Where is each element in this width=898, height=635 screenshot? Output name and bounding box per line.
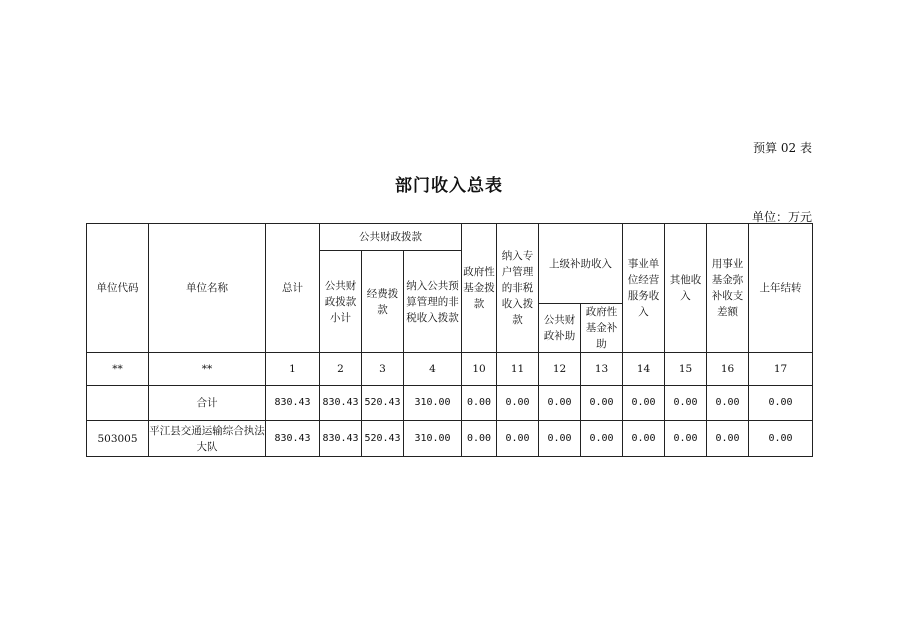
value-cell: 310.00 bbox=[404, 421, 462, 457]
index-cell: 4 bbox=[404, 353, 462, 386]
value-cell: 0.00 bbox=[623, 386, 665, 421]
index-cell: 16 bbox=[707, 353, 749, 386]
header-special-non-tax: 纳入专户管理的非税收入拨款 bbox=[497, 224, 539, 353]
header-row-1 bbox=[87, 224, 813, 251]
value-cell: 520.43 bbox=[362, 386, 404, 421]
header-public-finance-subsidy: 公共财政补助 bbox=[539, 304, 581, 353]
index-cell: 11 bbox=[497, 353, 539, 386]
unit-row bbox=[87, 421, 813, 457]
index-cell: 3 bbox=[362, 353, 404, 386]
index-cell: 17 bbox=[749, 353, 813, 386]
income-summary-table bbox=[86, 223, 813, 457]
value-cell: 0.00 bbox=[623, 421, 665, 457]
value-cell: 830.43 bbox=[266, 386, 320, 421]
header-unit-name: 单位名称 bbox=[149, 224, 266, 353]
header-gov-fund-allocation: 政府性基金拨款 bbox=[462, 224, 497, 353]
index-cell: 10 bbox=[462, 353, 497, 386]
unit-name-cell: 合计 bbox=[149, 386, 266, 421]
index-cell: 12 bbox=[539, 353, 581, 386]
header-operating-funds: 经费拨款 bbox=[362, 251, 404, 353]
header-business-service-income: 事业单位经营服务收入 bbox=[623, 224, 665, 353]
value-cell: 0.00 bbox=[539, 421, 581, 457]
header-prior-year-carryover: 上年结转 bbox=[749, 224, 813, 353]
form-number: 预算 02 表 bbox=[753, 141, 812, 155]
value-cell: 0.00 bbox=[749, 386, 813, 421]
total-row bbox=[87, 386, 813, 421]
index-cell: 1 bbox=[266, 353, 320, 386]
index-cell: 2 bbox=[320, 353, 362, 386]
value-cell: 0.00 bbox=[581, 386, 623, 421]
header-unit-code: 单位代码 bbox=[87, 224, 149, 353]
value-cell: 0.00 bbox=[707, 386, 749, 421]
header-superior-subsidy-group: 上级补助收入 bbox=[539, 224, 623, 304]
value-cell: 0.00 bbox=[497, 421, 539, 457]
header-public-finance-subtotal: 公共财政拨款小计 bbox=[320, 251, 362, 353]
index-cell: ** bbox=[87, 353, 149, 386]
value-cell: 0.00 bbox=[707, 421, 749, 457]
value-cell: 830.43 bbox=[320, 421, 362, 457]
value-cell: 0.00 bbox=[749, 421, 813, 457]
index-cell: 13 bbox=[581, 353, 623, 386]
value-cell: 0.00 bbox=[462, 421, 497, 457]
index-cell: 14 bbox=[623, 353, 665, 386]
index-cell: 15 bbox=[665, 353, 707, 386]
value-cell: 0.00 bbox=[665, 421, 707, 457]
unit-code-cell: 503005 bbox=[87, 421, 149, 457]
value-cell: 0.00 bbox=[665, 386, 707, 421]
value-cell: 520.43 bbox=[362, 421, 404, 457]
header-non-tax-allocation: 纳入公共预算管理的非税收入拨款 bbox=[404, 251, 462, 353]
unit-code-cell bbox=[87, 386, 149, 421]
header-total: 总计 bbox=[266, 224, 320, 353]
value-cell: 0.00 bbox=[581, 421, 623, 457]
value-cell: 0.00 bbox=[462, 386, 497, 421]
value-cell: 830.43 bbox=[266, 421, 320, 457]
page-title: 部门收入总表 bbox=[395, 176, 503, 196]
header-other-income: 其他收入 bbox=[665, 224, 707, 353]
unit-name-cell: 平江县交通运输综合执法大队 bbox=[149, 421, 266, 457]
index-row bbox=[87, 353, 813, 386]
value-cell: 830.43 bbox=[320, 386, 362, 421]
unit-label: 单位：万元 bbox=[751, 210, 812, 224]
header-gov-fund-subsidy: 政府性基金补助 bbox=[581, 304, 623, 353]
header-public-finance-group: 公共财政拨款 bbox=[320, 224, 462, 251]
value-cell: 0.00 bbox=[497, 386, 539, 421]
header-fund-compensation: 用事业基金弥补收支差额 bbox=[707, 224, 749, 353]
value-cell: 0.00 bbox=[539, 386, 581, 421]
index-cell: ** bbox=[149, 353, 266, 386]
value-cell: 310.00 bbox=[404, 386, 462, 421]
